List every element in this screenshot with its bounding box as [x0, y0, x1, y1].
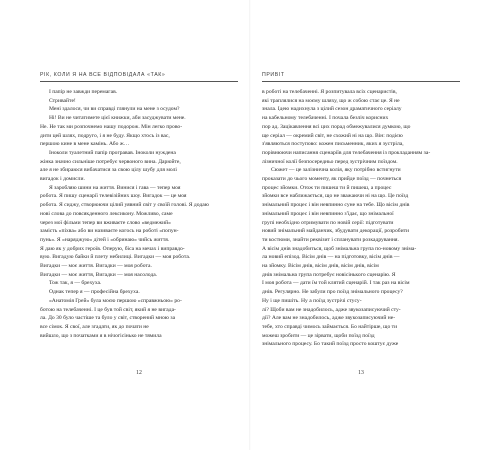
text-line: Не. Не так ми розпочнемо нашу подорож. Мін легко прово- — [40, 123, 183, 130]
text-line: лізничної колії безпосередньо перед зустрічним поїздом. — [262, 158, 398, 165]
text-line: Вигадки — моє життя, Вигадки — моя насолода. — [40, 271, 158, 278]
text-line: знімальний процес і він невпинно з'їдає, що знімальної — [262, 210, 394, 217]
text-line: Сюжет — це залізнична колія, яку потрібно встигнути — [271, 167, 401, 174]
text-line: «Анатомія Грей» була моєю першою «справжньою» ро- — [49, 297, 182, 304]
text-line: замість «піхва» або ви називаєте когось на роботі «попун- — [40, 228, 179, 235]
text-line: жінка значно сильніше потребує червоного вина. Дарюйте, — [40, 158, 181, 165]
text-line: першою кине в мене камінь. Або ж… — [40, 141, 130, 148]
text-line: Ні! Ви не читатимете цієї книжки, аби засуджувати мене. — [49, 115, 186, 122]
text-line: знімальний процес і він невпинно суне на тебе. Що вісім днів — [262, 202, 410, 209]
text-line: робота. Я сиджу, створюючи цілий уявний світ у своїй голові. Я додаю — [40, 202, 209, 209]
text-line: групі необхідно отримувати по новій серії: підготувати — [262, 219, 394, 226]
text-line: Я даю як у добрих героїв. Оперую, біса на мечах і виправдо- — [40, 245, 185, 252]
text-line: порівнюючи написання сценаріїв для телебачення із прокладанням за- — [262, 149, 431, 156]
text-line: днів знімальна група потребує новісінького сценарію. Я — [262, 271, 396, 278]
text-line: І папір не завжди перемагав. — [49, 89, 118, 95]
running-head-left: РІК, КОЛИ Я НА ВСЕ ВІДПОВІДАЛА «ТАК» — [40, 72, 166, 78]
text-line: на кабельному телебаченні. І почала безліч корисних — [262, 115, 389, 122]
text-line: знала. Ідею надихнула з цілий сезон драматичного серіалу — [262, 106, 402, 113]
text-line: Однак тепер я — професійна брехуха. — [49, 289, 140, 296]
header-rule-right — [262, 81, 460, 82]
text-line: дії? Але вам не знадобилось, адже звукозаписуючий не- — [262, 315, 396, 322]
text-line: ще серіал — окремий світ, не схожий ні на що. Він: подією — [262, 132, 403, 139]
text-line: вийшло, що з початками я в нічогісінько не тямила — [40, 332, 162, 339]
text-line: Стривайте! — [49, 97, 76, 104]
right-page — [250, 0, 500, 450]
text-line: Ну і ще пишіть. Ну а поїзд зустрічі стусу- — [262, 297, 362, 304]
text-line: які траплялися на моєму шляху, що ж собою стає це. Я не — [262, 97, 400, 104]
text-line: в роботі на телебаченні. Я розпитувала всіх сценаристів, — [262, 89, 397, 95]
text-line: нові слова до повсякденного лексикону. Можливо, саме — [40, 210, 173, 217]
text-line: пунь». Я «наряджую» дітей і «обринаю» чийсь життя. — [40, 236, 170, 243]
text-line: Вигадки — моє життя. Вигадки — моя робота. — [40, 263, 152, 270]
text-line: все сімок. Я свої, але згадати, як до почати не — [40, 323, 149, 330]
right-page-body — [262, 88, 460, 349]
text-line: новий знімальний майданчик, збудувати декорації, розробити — [262, 228, 410, 235]
text-line: можеш зробити — це зірвати, щоби поїзд поїзд — [262, 332, 375, 339]
text-line: ла новий епізод. Вісім днів — на підготовку, вісім днів — — [262, 254, 400, 261]
left-page-body — [40, 88, 238, 340]
text-line: робота. Я пишу сценарії телевізійних шоу. Вигадок — це моя — [40, 193, 187, 200]
text-line: вигадок і домисли. — [40, 176, 85, 183]
text-line: ла. До 30 було частіше та було у світ, створений мною за — [40, 315, 176, 322]
text-line: знімального процесу. Бо такий поїзд просто коштує дуже — [262, 341, 399, 348]
text-line: але я не збираюся вибачатися за свою цілу шубу для молі — [40, 167, 177, 174]
text-line: ти костюми, знайти реквізит і спланувати розкадрування. — [262, 236, 399, 243]
text-line: дити цей шлях, подруго, і я не буду. Якщо хтось із вас, — [40, 132, 170, 139]
text-line: вую. Вигадую байки й плету небилиці. Вигадки — моя робота. — [40, 254, 191, 261]
page-number-left: 12 — [136, 370, 142, 376]
text-line: днів. Регулярно. Не забули про поїзд знімального процесу? — [262, 289, 403, 296]
text-line: проказати до чього моменту, як прийде поїзд — почнеться — [262, 176, 402, 183]
text-line: пор ад. Зацікавлення всі цих порад обмежувалися думкою, що — [262, 123, 411, 130]
text-line: зйомки все наближається, що не зважаючи ні на що. Це поїзд — [262, 193, 409, 200]
text-line: А вісім днів знадобиться, щоб знімальна група по-новому зніма- — [262, 245, 417, 252]
text-line: процес зйомки. Отож ти пишеш ти й пишеш, а процес — [262, 184, 392, 191]
text-line: Мені здалося, чи ви справді глянули на мене з осудом? — [49, 106, 180, 113]
text-line: лі? Щоби вам не знадобилось, адже звукозаписуючий сту- — [262, 306, 401, 313]
text-line: Я заробляю шини на життя. Винися і гава — тепер моя — [49, 184, 181, 191]
text-line: І моя робота — дати їм той клятий сценарій. І так раз на вісім — [262, 280, 410, 287]
running-head-right: ПРИВІТ — [262, 72, 285, 78]
text-line: через мої фільми тепер ви вживаєте слово «ведмежий» — [40, 219, 171, 226]
text-line: з'являються поступово: кожен письменник, яких я зустріла, — [262, 141, 404, 148]
header-rule-left — [40, 81, 238, 82]
text-line: Тож так, я — брехуха. — [49, 280, 102, 287]
text-line: на зйомку. Вісім днів, вісім днів, вісім днів, вісім — [262, 263, 379, 270]
text-line: тебе, хто справді чимось займається. Бо найтірше, що ти — [262, 323, 398, 330]
page-number-right: 13 — [358, 370, 364, 376]
text-line: ботою на телебаченні. І це був той світ, який я не вигада- — [40, 306, 176, 313]
text-line: Іноколи туалетний папір програвав. Іноколи нуждена — [49, 149, 176, 156]
